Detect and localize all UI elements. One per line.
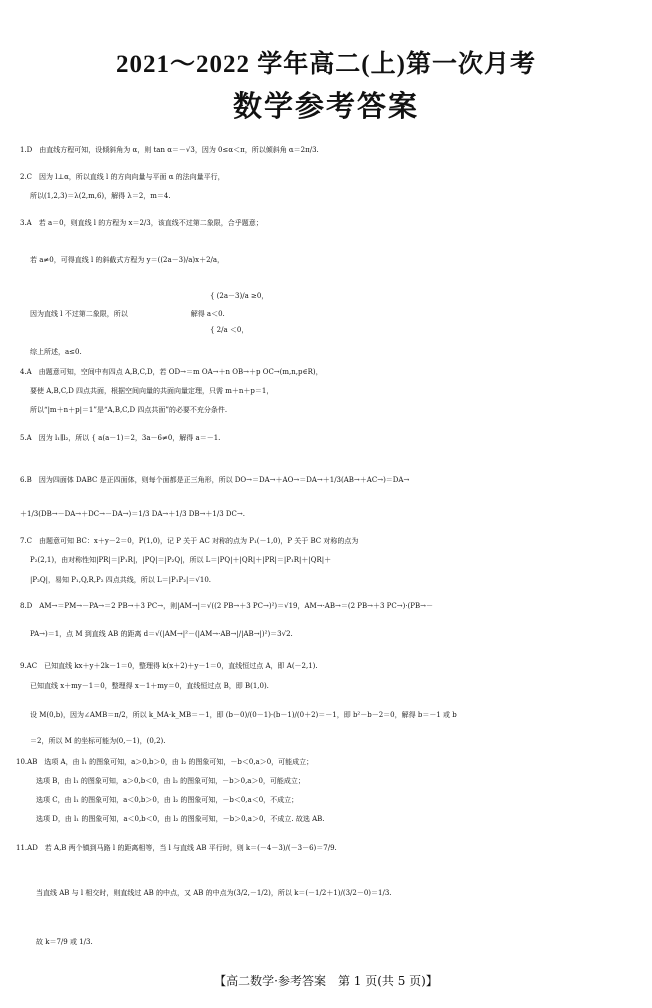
answer-line: 综上所述，a≤0.: [30, 348, 82, 356]
answer-line: 4.A 由题意可知，空间中有四点 A,B,C,D，若 OD→＝m OA→＋n OB→＋p OC→(m,n,p∈R)，: [20, 368, 323, 376]
answer-line: 要使 A,B,C,D 四点共面，根据空间向量的共面向量定理，只需 m＋n＋p＝1，: [30, 387, 274, 395]
answer-line: 因为直线 l 不过第二象限，所以 解得 a＜0.: [30, 310, 225, 318]
answer-line: |P₂Q|，易知 P₁,Q,R,P₂ 四点共线，所以 L＝|P₁P₂|＝√10.: [30, 576, 212, 584]
answer-line: 当直线 AB 与 l 相交时，则直线过 AB 的中点，又 AB 的中点为(3/2,－1/2)，所以 k＝(－1/2＋1)/(3/2－0)＝1/3.: [36, 889, 392, 897]
answer-line: 已知直线 x＋my－1＝0，整理得 x－1＋my＝0，直线恒过点 B，即 B(1,0).: [30, 682, 269, 690]
answer-line: 故 k＝7/9 或 1/3.: [36, 938, 93, 946]
answer-line: 若 a≠0，可得直线 l 的斜截式方程为 y＝((2a－3)/a)x＋2/a，: [30, 256, 225, 264]
answer-line: 10.AB 选项 A，由 l₁ 的图象可知，a＞0,b＞0，由 l₂ 的图象可知，－b＜0,a＞0，可能成立；: [16, 758, 314, 766]
answer-line: 设 M(0,b)，因为∠AMB＝π/2，所以 k_MA·k_MB＝－1，即 (b－0)/(0－1)·(b－1)/(0＋2)＝－1，即 b²－b－2＝0，解得 b＝－1 或 b: [30, 711, 457, 719]
answer-key-title: 数学参考答案: [232, 91, 419, 123]
page-footer: 【高二数学·参考答案 第 1 页(共 5 页)】: [214, 974, 438, 988]
answer-line: ＝2，所以 M 的坐标可能为(0,－1)，(0,2).: [30, 737, 166, 745]
answer-line: 2.C 因为 l⊥α，所以直线 l 的方向向量与平面 α 的法向量平行，: [20, 173, 225, 181]
answer-line: 6.B 因为四面体 DABC 是正四面体，则每个面都是正三角形，所以 DO→＝DA→＋AO→＝DA→＋1/3(AB→＋AC→)＝DA→: [20, 476, 410, 484]
answer-line: { (2a－3)/a ≥0，: [210, 292, 269, 300]
answer-line: { 2/a ＜0，: [210, 326, 249, 334]
answer-line: 9.AC 已知直线 kx＋y＋2k－1＝0，整理得 k(x＋2)＋y－1＝0，直线恒过点 A，即 A(－2,1).: [20, 662, 318, 670]
answer-line: 选项 B，由 l₁ 的图象可知，a＞0,b＜0，由 l₂ 的图象可知，－b＞0,a＞0，可能成立；: [36, 777, 305, 785]
answer-line: ＋1/3(DB→－DA→＋DC→－DA→)＝1/3 DA→＋1/3 DB→＋1/3 DC→.: [20, 510, 245, 518]
answer-line: 所以“|m＋n＋p|＝1”是“A,B,C,D 四点共面”的必要不充分条件.: [30, 406, 228, 414]
answer-line: 8.D AM→＝PM→－PA→＝2 PB→＋3 PC→，则|AM→|＝√((2 PB→＋3 PC→)²)＝√19，AM→·AB→＝(2 PB→＋3 PC→)·(PB→－: [20, 602, 434, 610]
answer-line: P₂(2,1)，由对称性知|PR|＝|P₁R|，|PQ|＝|P₂Q|，所以 L＝|PQ|＋|QR|＋|PR|＝|P₁R|＋|QR|＋: [30, 556, 332, 564]
answer-line: 5.A 因为 l₁∥l₂，所以 { a(a－1)＝2，3a－6≠0，解得 a＝－1.: [20, 434, 221, 442]
answer-line: 3.A 若 a＝0，则直线 l 的方程为 x＝2/3，该直线不过第二象限，合乎题意；: [20, 219, 263, 227]
answer-line: PA→)＝1，点 M 到直线 AB 的距离 d＝√(|AM→|²－(|AM→·AB→|/|AB→|)²)＝3√2.: [30, 630, 293, 638]
answer-line: 11.AD 若 A,B 两个镇到马路 l 的距离相等，当 l 与直线 AB 平行时，则 k＝(－4－3)/(－3－6)＝7/9.: [16, 844, 337, 852]
answer-line: 选项 C，由 l₁ 的图象可知，a＜0,b＞0，由 l₂ 的图象可知，－b＜0,a＜0，不成立；: [36, 796, 299, 804]
answer-line: 选项 D，由 l₁ 的图象可知，a＜0,b＜0，由 l₂ 的图象可知，－b＞0,a＞0，不成立. 故选 AB.: [36, 815, 325, 823]
answer-line: 1.D 由直线方程可知，设倾斜角为 α，则 tan α＝－√3，因为 0≤α＜π，所以倾斜角 α＝2π/3.: [20, 146, 319, 154]
answer-line: 所以(1,2,3)＝λ(2,m,6)，解得 λ＝2，m＝4.: [30, 192, 171, 200]
answer-line: 7.C 由题意可知 BC：x＋y－2＝0，P(1,0)，记 P 关于 AC 对称的点为 P₁(－1,0)，P 关于 BC 对称的点为: [20, 537, 359, 545]
exam-title: 2021～2022 学年高二(上)第一次月考: [116, 51, 536, 78]
